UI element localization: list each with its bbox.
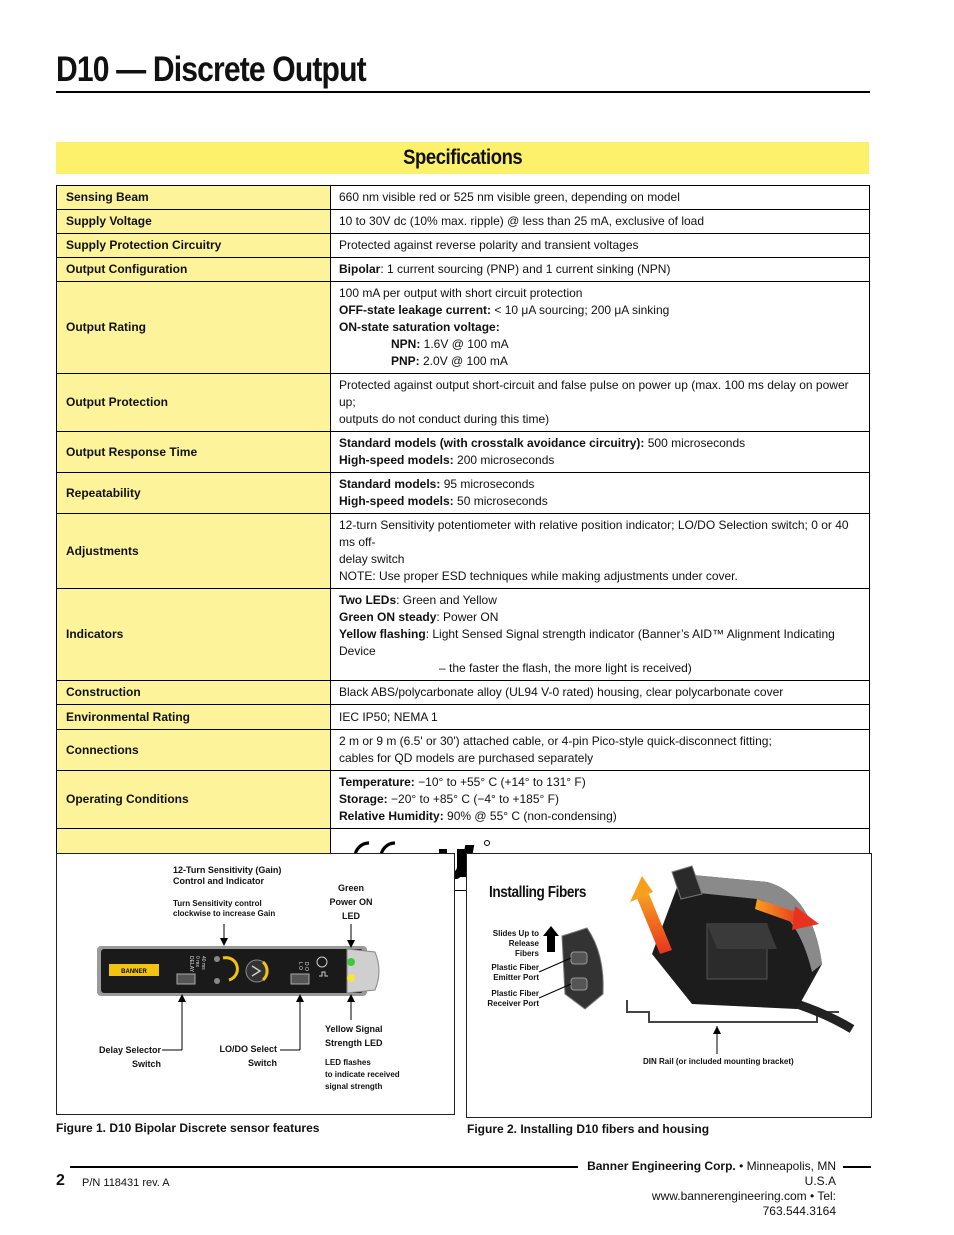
table-row [57, 681, 870, 705]
callout-text: Turn Sensitivity control [173, 899, 262, 908]
spec-label: Supply Voltage [57, 210, 331, 234]
title-rule [56, 91, 870, 93]
yellow-led-icon [347, 974, 355, 982]
footer-rule [843, 1166, 871, 1168]
spec-value [331, 374, 870, 432]
lo-do-switch-icon [291, 974, 309, 984]
receiver-port-icon [571, 978, 587, 990]
callout-text: Yellow Signal [325, 1024, 383, 1034]
spec-text: 1.6V @ 100 mA [420, 337, 509, 351]
callout-text: 12-Turn Sensitivity (Gain) [173, 865, 282, 875]
delay-ms-text: 40 ms [200, 956, 206, 970]
screw-icon [214, 956, 220, 962]
spec-value: 10 to 30V dc (10% max. ripple) @ less than 25 mA, exclusive of load [331, 210, 870, 234]
delay-ms-text: 0 ms [194, 956, 200, 967]
screw-icon [214, 978, 220, 984]
delay-mark-text: DELAY [188, 956, 194, 973]
brand-logo-text: BANNER [121, 969, 147, 975]
spec-line [339, 774, 861, 791]
green-led-callout [323, 881, 379, 923]
table-row [57, 514, 870, 589]
d10-sensor-body [97, 946, 379, 996]
spec-text: : Light Sensed Signal strength indicator (Banner’s AID™ Alignment Indicating Device [339, 627, 835, 658]
spec-value [331, 473, 870, 514]
callout-text: Slides Up to [492, 929, 539, 938]
part-number: P/N 118431 rev. A [82, 1177, 170, 1189]
spec-label: Indicators [57, 589, 331, 681]
din-rail-callout: DIN Rail (or included mounting bracket) [643, 1057, 794, 1066]
fiber-adapter-icon [562, 928, 603, 1009]
spec-text: 90% @ 55° C (non-condensing) [443, 809, 617, 823]
figure-1-caption: Figure 1. D10 Bipolar Discrete sensor features [56, 1121, 320, 1135]
cable-icon [797, 1004, 852, 1029]
spec-value [331, 730, 870, 771]
spec-value: Protected against reverse polarity and transient voltages [331, 234, 870, 258]
spec-label: Operating Conditions [57, 771, 331, 829]
spec-line [339, 476, 861, 493]
up-arrow-icon [543, 926, 559, 952]
table-row [57, 771, 870, 829]
spec-emphasis: OFF-state leakage current: [339, 303, 492, 317]
table-row [57, 282, 870, 374]
spec-emphasis: Storage: [339, 792, 388, 806]
spec-emphasis: NPN: [391, 337, 421, 351]
spec-text: : 1 current sourcing (PNP) and 1 current sinking (NPN) [380, 262, 671, 276]
spec-emphasis: PNP: [391, 354, 420, 368]
spec-line: delay switch [339, 552, 405, 566]
callout-text: clockwise to increase Gain [173, 909, 276, 918]
spec-label: Repeatability [57, 473, 331, 514]
spec-value [331, 258, 870, 282]
company-location: • Minneapolis, MN U.S.A [735, 1159, 836, 1188]
table-row [57, 473, 870, 514]
table-row [57, 705, 870, 730]
emitter-port-icon [571, 952, 587, 964]
spec-line: outputs do not conduct during this time) [339, 412, 550, 426]
spec-emphasis: Standard models: [339, 477, 441, 491]
company-contact: www.bannerengineering.com • Tel: 763.544.3164 [651, 1189, 836, 1218]
callout-text: Strength LED [325, 1038, 383, 1048]
table-row [57, 374, 870, 432]
callout-text: to indicate received [325, 1070, 400, 1079]
spec-text: −20° to +85° C (−4° to +185° F) [387, 792, 559, 806]
page-number: 2 [56, 1172, 65, 1189]
callout-text: Switch [131, 1059, 161, 1069]
page-title: D10 — Discrete Output [56, 50, 366, 89]
spec-label: Output Rating [57, 282, 331, 374]
spec-emphasis: Two LEDs [339, 593, 397, 607]
callout-text: Delay Selector [98, 1045, 161, 1055]
spec-emphasis: Standard models (with crosstalk avoidance circuitry): [339, 436, 645, 450]
figure-2-box [466, 853, 872, 1118]
spec-text: 50 microseconds [453, 494, 548, 508]
table-row [57, 258, 870, 282]
spec-line [339, 302, 861, 319]
callout-text: Switch [247, 1058, 277, 1068]
spec-text: : Green and Yellow [396, 593, 497, 607]
spec-label: Sensing Beam [57, 186, 331, 210]
table-row [57, 730, 870, 771]
d10-housing-icon [652, 866, 822, 1009]
spec-emphasis: Relative Humidity: [339, 809, 444, 823]
spec-line [339, 493, 861, 510]
lo-do-callout [207, 1042, 277, 1070]
installing-fibers-heading [489, 884, 603, 902]
spec-line [339, 435, 861, 452]
heading-text: Installing Fibers [489, 884, 587, 901]
table-row [57, 589, 870, 681]
spec-text: 95 microseconds [440, 477, 535, 491]
lo-do-mark-text: D O [303, 962, 309, 971]
spec-label: Construction [57, 681, 331, 705]
callout-text: Green [337, 883, 364, 893]
spec-value [331, 282, 870, 374]
spec-emphasis: Temperature: [339, 775, 415, 789]
callout-text: LED flashes [325, 1058, 371, 1067]
table-row [57, 210, 870, 234]
gain-callout [173, 865, 281, 887]
spec-text: 2.0V @ 100 mA [419, 354, 508, 368]
spec-line [339, 319, 861, 336]
spec-emphasis: Yellow flashing [339, 627, 426, 641]
spec-label: Connections [57, 730, 331, 771]
spec-value [331, 514, 870, 589]
spec-label: Supply Protection Circuitry [57, 234, 331, 258]
specifications-heading: Specifications [402, 146, 523, 169]
spec-label: Output Response Time [57, 432, 331, 473]
emitter-port-callout [483, 963, 539, 983]
delay-switch-icon [177, 974, 195, 984]
green-led-icon [347, 958, 355, 966]
footer-rule [70, 1166, 578, 1168]
callout-text: LO/DO Select [219, 1044, 277, 1054]
spec-line [339, 336, 861, 353]
callout-text: LED [342, 911, 360, 921]
delay-callout [91, 1043, 161, 1071]
callout-text: Emitter Port [493, 973, 539, 982]
spec-value [331, 589, 870, 681]
specifications-banner [56, 142, 869, 174]
callout-text: Plastic Fiber [491, 989, 539, 998]
callout-text: Control and Indicator [173, 876, 264, 886]
spec-text: < 10 μA sourcing; 200 μA sinking [491, 303, 670, 317]
spec-line: cables for QD models are purchased separately [339, 751, 594, 765]
spec-line: Protected against output short-circuit and false pulse on power up (max. 100 ms delay on power up; [339, 378, 849, 409]
spec-line: 12-turn Sensitivity potentiometer with relative position indicator; LO/DO Selection switch; 0 or 40 ms off- [339, 518, 849, 549]
spec-value: 660 nm visible red or 525 nm visible green, depending on model [331, 186, 870, 210]
spec-emphasis: Green ON steady [339, 610, 437, 624]
spec-line [339, 791, 861, 808]
spec-line: 100 mA per output with short circuit protection [339, 286, 583, 300]
table-row [57, 432, 870, 473]
spec-value: IEC IP50; NEMA 1 [331, 705, 870, 730]
spec-text: : Power ON [436, 610, 499, 624]
callout-text: Receiver Port [487, 999, 539, 1008]
slides-callout [483, 929, 539, 959]
spec-line: 2 m or 9 m (6.5' or 30') attached cable, or 4-pin Pico-style quick-disconnect fitting; [339, 734, 772, 748]
spec-line [339, 626, 861, 660]
company-info [580, 1159, 836, 1219]
figure-2-caption: Figure 2. Installing D10 fibers and housing [467, 1122, 710, 1136]
spec-emphasis: ON-state saturation voltage: [339, 320, 500, 334]
table-row [57, 234, 870, 258]
spec-line [339, 452, 861, 469]
callout-text: Release Fibers [508, 939, 539, 958]
receiver-port-callout [483, 989, 539, 1009]
spec-line: NOTE: Use proper ESD techniques while making adjustments under cover. [339, 569, 738, 583]
spec-emphasis: Bipolar [339, 262, 381, 276]
callout-text: Power ON [329, 897, 373, 907]
spec-line [339, 808, 861, 825]
spec-label: Output Protection [57, 374, 331, 432]
spec-label: Environmental Rating [57, 705, 331, 730]
spec-emphasis: High-speed models: [339, 453, 454, 467]
lo-do-mark-text: L O [297, 962, 303, 970]
specifications-table [56, 185, 870, 891]
gain-note [173, 899, 275, 919]
company-name: Banner Engineering Corp. [587, 1159, 736, 1173]
yellow-led-note [325, 1057, 400, 1093]
table-row [57, 186, 870, 210]
spec-label: Adjustments [57, 514, 331, 589]
spec-value [331, 771, 870, 829]
company-line [580, 1159, 836, 1189]
spec-text: 200 microseconds [453, 453, 555, 467]
yellow-led-callout [325, 1022, 383, 1050]
spec-value: Black ABS/polycarbonate alloy (UL94 V-0 rated) housing, clear polycarbonate cover [331, 681, 870, 705]
spec-label: Output Configuration [57, 258, 331, 282]
spec-text: 500 microseconds [644, 436, 746, 450]
spec-line [339, 353, 861, 370]
spec-text: −10° to +55° C (+14° to 131° F) [414, 775, 586, 789]
figure-1-box [56, 853, 455, 1115]
spec-line [339, 592, 861, 609]
spec-emphasis: High-speed models: [339, 494, 454, 508]
callout-text: Plastic Fiber [491, 963, 539, 972]
spec-line [339, 609, 861, 626]
callout-text: signal strength [325, 1082, 383, 1091]
spec-line: – the faster the flash, the more light is received) [439, 661, 692, 675]
spec-value [331, 432, 870, 473]
